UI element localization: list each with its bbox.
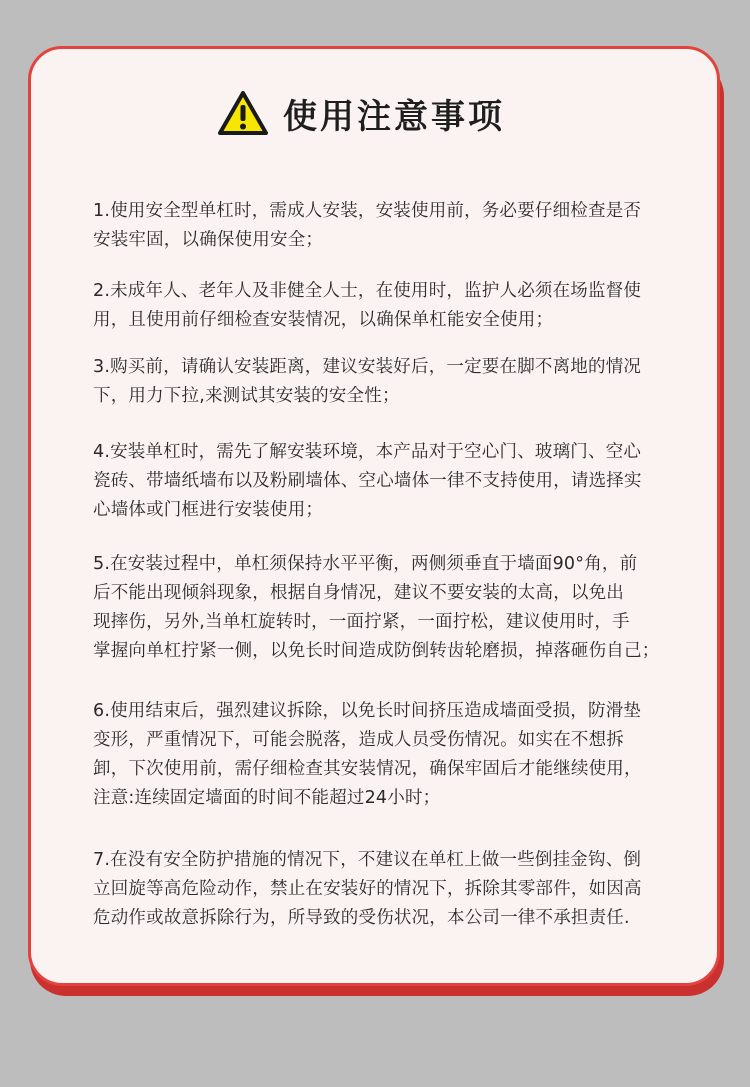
notice-item-6: 6.使用结束后，强烈建议拆除，以免长时间挤压造成墙面受损，防滑垫 变形，严重情况下，可能会脱落，造成人员受伤情况。如实在不想拆 卸，下次使用前，需仔细检查其安装情况，确保牢固后才能继续使用， 注意:连续固定墙面的时间不能超过24小时； (93, 701, 642, 808)
notice-item-4: 4.安装单杠时，需先了解安装环境，本产品对于空心门、玻璃门、空心 瓷砖、带墙纸墙布以及粉刷墙体、空心墙体一律不支持使用，请选择实 心墙体或门框进行安装使用； (93, 442, 642, 520)
notice-item-5: 5.在安装过程中，单杠须保持水平平衡，两侧须垂直于墙面90°角，前 后不能出现倾斜现象，根据自身情况，建议不要安装的太高，以免出 现摔伤，另外,当单杠旋转时，一面拧紧，一面拧松，建议使用时，手 掌握向单杠拧紧一侧，以免长时间造成防倒转齿轮磨损，掉落砸伤自己； (93, 554, 660, 661)
page-title: 使用注意事项 (283, 96, 505, 137)
warning-icon (217, 90, 269, 136)
title-row (0, 88, 750, 138)
notice-item-2: 2.未成年人、老年人及非健全人士，在使用时，监护人必须在场监督使 用，且使用前仔细检查安装情况，以确保单杠能安全使用； (93, 281, 642, 330)
notice-item-7: 7.在没有安全防护措施的情况下，不建议在单杠上做一些倒挂金钩、倒 立回旋等高危险动作，禁止在安装好的情况下，拆除其零部件，如因高 危动作或故意拆除行为，所导致的受伤状况，本公司一律不承担责任. (93, 850, 642, 928)
notice-item-3: 3.购买前，请确认安装距离，建议安装好后，一定要在脚不离地的情况 下，用力下拉,来测试其安装的安全性； (93, 357, 642, 406)
notice-item-1: 1.使用安全型单杠时，需成人安装，安装使用前，务必要仔细检查是否 安装牢固，以确保使用安全； (93, 201, 642, 250)
